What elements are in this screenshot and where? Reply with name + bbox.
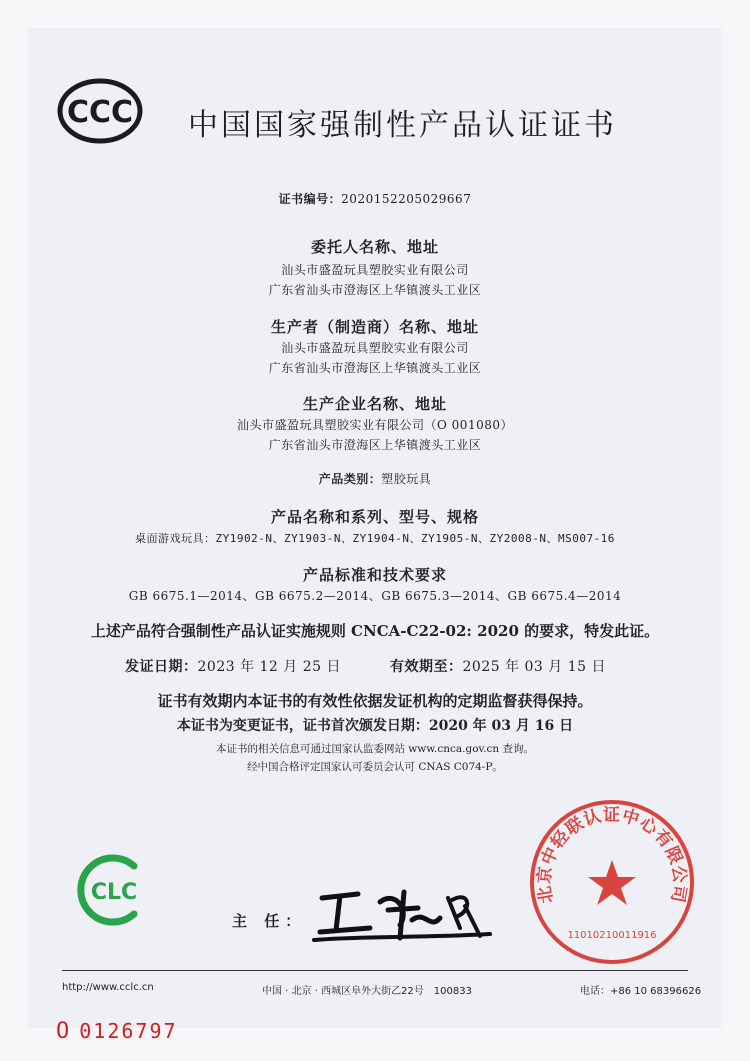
manufacturer-address: 广东省汕头市澄海区上华镇渡头工业区 (268, 361, 482, 375)
footer-phone: 电话：+86 10 68396626 (580, 986, 702, 997)
product-category (0, 470, 750, 487)
standards-value: GB 6675.1—2014、GB 6675.2—2014、GB 6675.3—2014、GB 6675.4—2014 (128, 589, 622, 603)
client-address: 广东省汕头市澄海区上华镇渡头工业区 (268, 283, 482, 297)
validity-note: 证书有效期内本证书的有效性依据发证机构的定期监督获得保持。 (157, 692, 593, 710)
factory-heading: 生产企业名称、地址 (302, 395, 447, 413)
svg-text:北京中轻联认证中心有限公司: 北京中轻联认证中心有限公司 (534, 805, 690, 905)
certificate-title: 中国国家强制性产品认证证书 (188, 108, 617, 143)
signatory-label: 主 任： (232, 912, 307, 930)
manufacturer-heading: 生产者（制造商）名称、地址 (270, 318, 479, 336)
product-category-value: 塑胶玩具 (381, 472, 432, 486)
issue-date-label: 发证日期： (125, 659, 198, 675)
client-name: 汕头市盛盈玩具塑胶实业有限公司 (281, 263, 469, 277)
product-category-label: 产品类别： (318, 472, 382, 486)
signature-icon (300, 880, 500, 950)
certificate-number-label: 证书编号： (278, 192, 342, 206)
issue-date (125, 656, 341, 676)
change-note: 本证书为变更证书，证书首次颁发日期：2020 年 03 月 16 日 (176, 718, 574, 734)
certificate-number (0, 190, 750, 207)
info-line-2: 经中国合格评定国家认可委员会认可 CNAS C074-P。 (247, 761, 503, 773)
ccc-logo-icon (57, 78, 143, 144)
svg-text:CLC: CLC (90, 880, 138, 905)
expiry-date-value: 2025 年 03 月 15 日 (462, 659, 607, 675)
certificate-number-value: 2020152205029667 (341, 192, 472, 206)
issue-date-value: 2023 年 12 月 25 日 (197, 659, 342, 675)
serial-value: 0126797 (79, 1019, 178, 1043)
expiry-date (390, 656, 606, 676)
svg-text:11010210011916: 11010210011916 (567, 930, 657, 941)
info-line-1: 本证书的相关信息可通过国家认监委网站 www.cnca.gov.cn 查询。 (215, 743, 535, 755)
manufacturer-name: 汕头市盛盈玩具塑胶实业有限公司 (281, 341, 469, 355)
compliance-statement: 上述产品符合强制性产品认证实施规则 CNCA-C22-02: 2020 的要求，特发此证。 (90, 622, 660, 640)
factory-name: 汕头市盛盈玩具塑胶实业有限公司（O 001080） (237, 418, 513, 432)
certification-seal-icon (528, 798, 696, 966)
product-heading: 产品名称和系列、型号、规格 (270, 508, 479, 526)
serial-number (56, 1019, 178, 1044)
serial-circle-icon: O (56, 1019, 72, 1044)
factory-address: 广东省汕头市澄海区上华镇渡头工业区 (268, 438, 482, 452)
product-models: 桌面游戏玩具：ZY1902-N、ZY1903-N、ZY1904-N、ZY1905-N、ZY2008-N、MS007-16 (135, 532, 615, 545)
standards-heading: 产品标准和技术要求 (302, 566, 447, 584)
expiry-date-label: 有效期至： (390, 659, 463, 675)
footer-divider (62, 970, 688, 971)
footer-website: http://www.cclc.cn (62, 982, 154, 993)
client-heading: 委托人名称、地址 (310, 238, 439, 256)
clc-logo-icon (72, 850, 152, 930)
footer-address: 中国 · 北京 · 西城区阜外大街乙22号 100833 (262, 986, 472, 997)
svg-text:CCC: CCC (66, 95, 134, 130)
